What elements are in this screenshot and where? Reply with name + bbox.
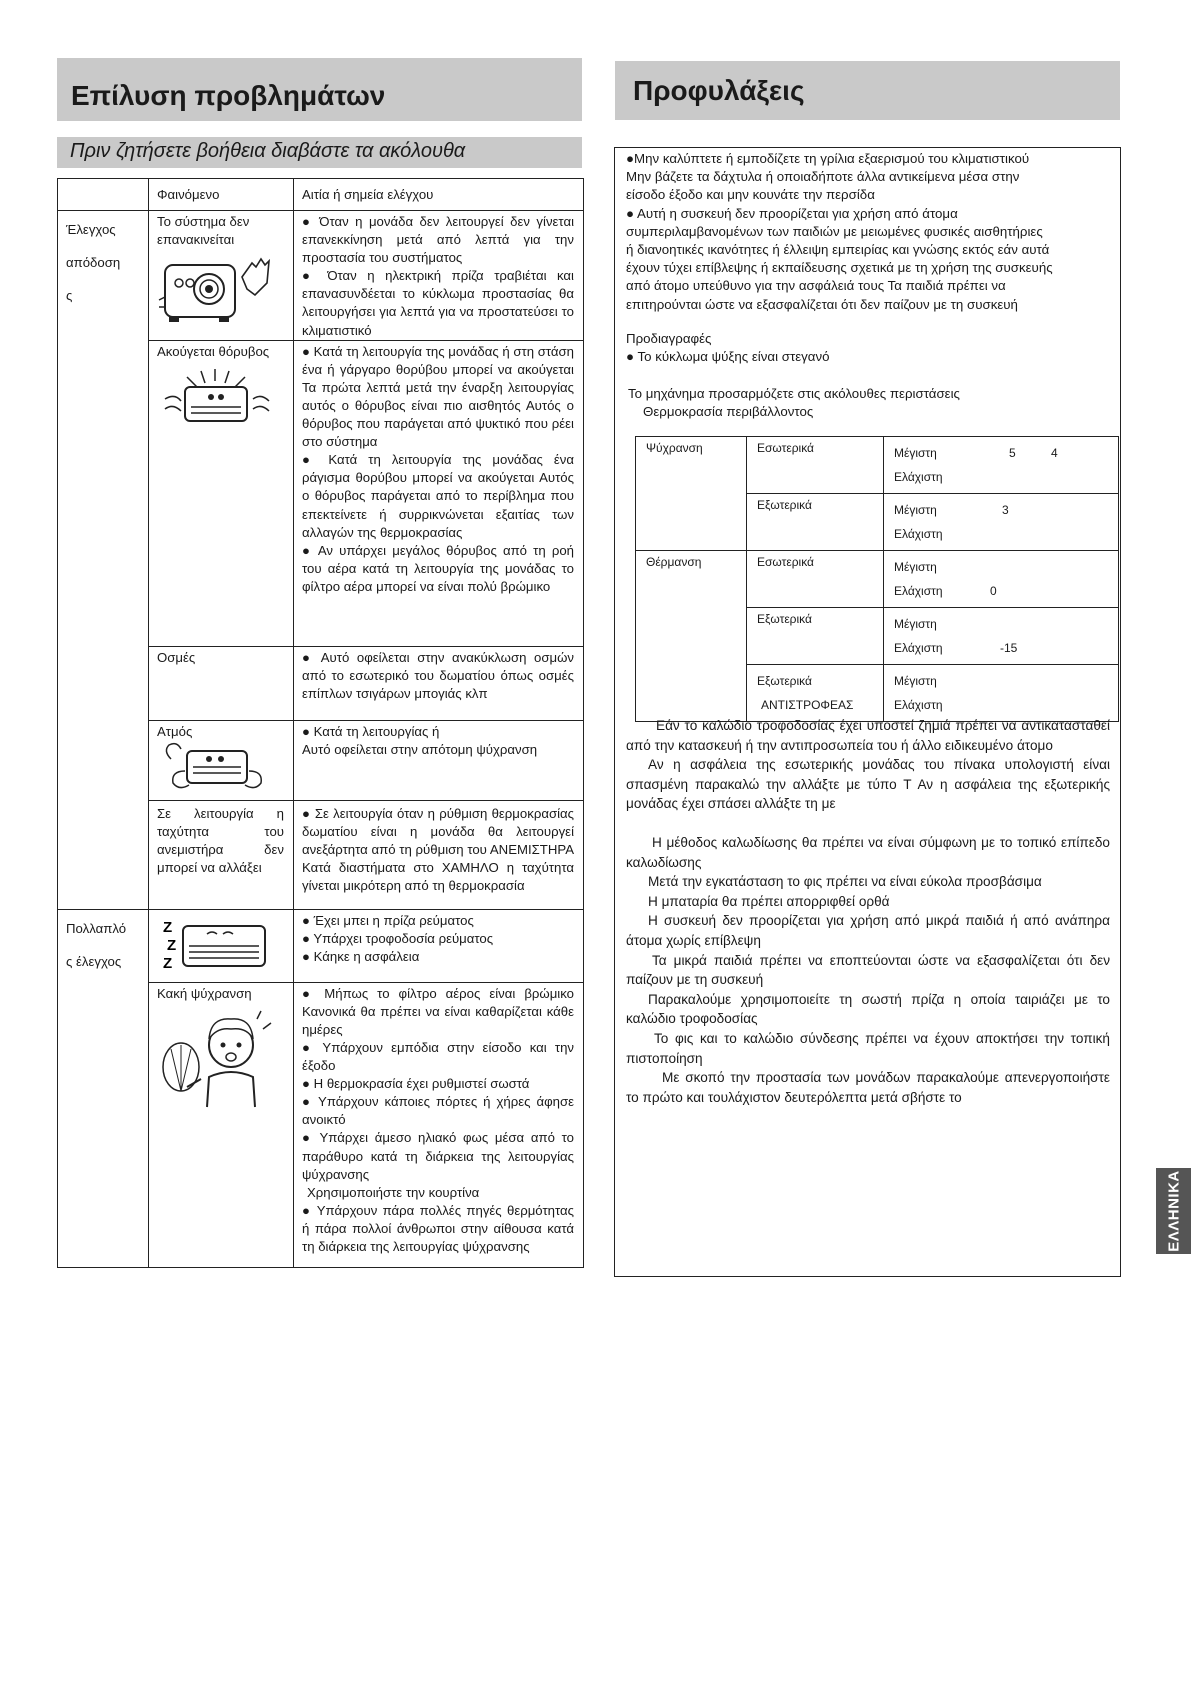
max-label: Μέγιστη: [894, 617, 937, 631]
cause-line: ● Η θερμοκρασία έχει ρυθμιστεί σωστά: [302, 1076, 530, 1092]
precautions-box: [614, 147, 1121, 1277]
note-paragraph: Τα μικρά παιδιά πρέπει να εποπτεύονται ώστε να εξασφαλίζεται ότι δεν παίζουν με τη συσκευή: [626, 952, 1110, 988]
table-header-empty: [58, 179, 149, 211]
adapt-line: Το μηχάνημα προσαρμόζετε στις ακόλουθες περιστάσεις: [628, 386, 960, 401]
subheader-text: Πριν ζητήσετε βοήθεια διαβάστε τα ακόλουθα: [70, 140, 466, 162]
precaution-line: είσοδο έξοδο και μην κουνάτε την περσίδα: [626, 187, 875, 203]
cause-line: ● Υπάρχει άμεσο ηλιακό φως μέσα από το παράθυρο κατά τη διάρκεια της λειτουργίας ψύχρανσης: [302, 1130, 574, 1182]
precaution-line: ή διανοητικές ικανότητες ή έλλειψη εμπειρίας και γνώσης εκτός εάν αυτά: [626, 242, 1050, 258]
spec-values: [884, 551, 1119, 608]
cause-line: ● Κατά τη λειτουργία της μονάδας ή στη στάση ένα ή γάργαρο θορύβου μπορεί να ακούγεται Τα πρώτα λεπτά μετά την έναρξη λειτουργίας αυτός ο θόρυβος είναι πιο αισθητός Αυτός ο θόρυβος που παράγεται από ψυκτικό που ρέει στο σύστημα: [302, 343, 574, 450]
troubleshooting-title: Επίλυση προβλημάτων: [71, 80, 386, 111]
cat-line: απόδοση: [66, 255, 121, 270]
max-label: Μέγιστη: [894, 503, 937, 517]
subheader-bar: [57, 137, 582, 168]
cause-cell: [294, 646, 584, 720]
cause-line: ● Έχει μπει η πρίζα ρεύματος: [302, 912, 474, 928]
precautions-text: [626, 150, 1110, 314]
max-label: Μέγιστη: [894, 674, 937, 688]
precaution-line: Μην βάζετε τα δάχτυλα ή οποιαδήποτε άλλα αντικείμενα μέσα στην: [626, 169, 1020, 185]
cause-line: ● Υπάρχουν πάρα πολλές πηγές θερμότητας ή πάρα πολλοί άνθρωποι στην αίθουσα κατά τη διάρκεια της λειτουργίας ψύχρανσης: [302, 1202, 574, 1254]
ambient-temp-label: Θερμοκρασία περιβάλλοντος: [643, 404, 814, 419]
svg-text:Z: Z: [167, 936, 177, 954]
value: -15: [1000, 641, 1018, 655]
language-tab: [1156, 1168, 1191, 1254]
unit-stop-illustration: [157, 255, 277, 323]
cause-line: ● Όταν η μονάδα δεν λειτουργεί δεν γίνεται επανεκκίνηση μετά από λεπτά για την προστασία του συστήματος: [302, 214, 574, 266]
cause-line: ● Αν υπάρχει μεγάλος θόρυβος από τη ροή του αέρα κατά τη λειτουργία της μονάδας το φίλτρο αέρα μπορεί να είναι πολύ βρώμικο: [302, 542, 574, 594]
spec-cooling: Ψύχρανση: [636, 437, 747, 551]
cause-line: ● Αυτό οφείλεται στην ανακύκλωση οσμών από το εσωτερικό του δωματίου όπως οσμές επίπλων τσιγάρων μπογιάς κλπ: [302, 649, 574, 701]
cause-line: ● Σε λειτουργία όταν η ρύθμιση θερμοκρασίας δωματίου είναι η μονάδα θα λειτουργεί ανεξάρτητα από τη ρύθμιση του ΑΝΕΜΙΣΤΗΡΑ Κατά διαστήματα στο ΧΑΜΗΛΟ η ταχύτητα γίνεται μικρότερη από τη θερμοκρασία: [302, 805, 574, 894]
min-label: Ελάχιστη: [894, 527, 943, 541]
table-row: [149, 982, 294, 1267]
svg-text:Z: Z: [163, 918, 173, 936]
cause-cell: [294, 720, 584, 800]
spec-outdoor: Εξωτερικά: [747, 494, 884, 551]
cause-cell: [294, 211, 584, 341]
cause-line: ● Κάηκε η ασφάλεια: [302, 948, 420, 964]
sleeping-unit-illustration: [157, 912, 277, 976]
precaution-line: ● Αυτή η συσκευή δεν προορίζεται για χρήση από άτομα: [626, 205, 958, 221]
category-multi-check: [58, 909, 149, 1267]
cat-line: Έλεγχος: [66, 222, 116, 237]
language-tab-label: ΕΛΛΗΝΙΚΑ: [1165, 1170, 1182, 1252]
specs-title: Προδιαγραφές: [626, 331, 712, 346]
specs-line: ● Το κύκλωμα ψύξης είναι στεγανό: [626, 349, 830, 364]
note-paragraph: Εάν το καλώδιο τροφοδοσίας έχει υποστεί ζημιά πρέπει να αντικατασταθεί από την κατασκευή ή την αντιπροσωπεία του ή άλλο ειδικευμένο άτομο: [626, 718, 1110, 753]
phenomenon-text: Το σύστημα δεν επανακινείται: [157, 214, 250, 248]
phenomenon-text: Οσμές: [149, 646, 294, 720]
cat-line: ς: [66, 288, 73, 303]
cause-cell: [294, 909, 584, 982]
cause-line: ● Μήπως το φίλτρο αέρος είναι βρώμικο Κανονικά θα πρέπει να είναι καθαρίζεται κάθε ημέρες: [302, 985, 574, 1037]
table-row: [149, 720, 294, 800]
category-performance: [58, 211, 149, 910]
cause-line: Αυτό οφείλεται στην απότομη ψύχρανση: [302, 741, 538, 757]
precaution-line: έχουν τύχει επίβλεψης ή εκπαίδευσης σχετικά με τη χρήση της συσκευής: [626, 260, 1053, 276]
spec-values: [884, 437, 1119, 494]
max-label: Μέγιστη: [894, 446, 937, 460]
value: 0: [990, 584, 997, 598]
note-paragraph: Η συσκευή δεν προορίζεται για χρήση από μικρά παιδιά ή από ανάπηρα άτομα χωρίς επίβλεψη: [626, 913, 1110, 948]
spec-values: [884, 665, 1119, 722]
cause-cell: [294, 800, 584, 909]
phenomenon-text: Ακούγεται θόρυβος: [157, 343, 270, 359]
precaution-line: ●Μην καλύπτετε ή εμποδίζετε τη γρίλια εξαερισμού του κλιματιστικού: [626, 151, 1030, 166]
steam-illustration: [157, 741, 277, 791]
precautions-title: Προφυλάξεις: [633, 75, 805, 106]
note-paragraph: Με σκοπό την προστασία των μονάδων παρακαλούμε απενεργοποιήστε το πρώτο και τουλάχιστον δευτερόλεπτα μετά σβήστε το: [626, 1070, 1110, 1105]
note-paragraph: Η μπαταρία θα πρέπει απορριφθεί ορθά: [648, 893, 890, 909]
table-row: [149, 211, 294, 341]
max-label: Μέγιστη: [894, 560, 937, 574]
col-header-phenomenon: Φαινόμενο: [149, 179, 294, 211]
spec-table: [635, 436, 1119, 722]
value: 4: [1051, 446, 1058, 460]
value: 3: [1002, 503, 1009, 517]
spec-values: [884, 494, 1119, 551]
cause-cell: [294, 340, 584, 646]
note-paragraph: Παρακαλούμε χρησιμοποιείτε τη σωστή πρίζα η οποία ταιριάζει με το καλώδιο τροφοδοσίας: [626, 991, 1110, 1027]
precautions-header: [615, 61, 1120, 120]
note-paragraph: Η μέθοδος καλωδίωσης θα πρέπει να είναι σύμφωνη με το τοπικό επίπεδο καλωδίωσης: [626, 834, 1110, 870]
troubleshooting-table: [57, 178, 584, 1268]
cause-line: ● Υπάρχει τροφοδοσία ρεύματος: [302, 930, 494, 946]
notes-text: [626, 716, 1110, 1107]
spec-indoor: Εσωτερικά: [747, 437, 884, 494]
phenomenon-text: Σε λειτουργία η ταχύτητα του ανεμιστήρα δεν μπορεί να αλλάξει: [149, 800, 294, 909]
cat-line: ς έλεγχος: [66, 953, 122, 969]
troubleshooting-header: [57, 58, 582, 121]
svg-text:Z: Z: [163, 954, 173, 972]
phenomenon-text: Ατμός: [157, 723, 193, 739]
cause-line: ● Υπάρχουν κάποιες πόρτες ή χήρες άφησε ανοικτό: [302, 1094, 574, 1128]
min-label: Ελάχιστη: [894, 698, 943, 712]
value: 5: [1009, 446, 1016, 460]
cat-line: Πολλαπλό: [66, 920, 127, 936]
precaution-line: από άτομο υπεύθυνο για την ασφάλειά τους Τα παιδιά πρέπει να: [626, 278, 1006, 294]
spec-outdoor-inverter: [747, 665, 884, 722]
blank-line: [626, 814, 1110, 833]
min-label: Ελάχιστη: [894, 470, 943, 484]
min-label: Ελάχιστη: [894, 641, 943, 655]
spec-values: [884, 608, 1119, 665]
cause-line: ● Όταν η ηλεκτρική πρίζα τραβιέται και επανασυνδέεται το κύκλωμα προστασίας θα λειτουργήσει για λεπτά για να προστατεύσει το κλιματιστικό: [302, 268, 574, 338]
spec-outdoor: Εξωτερικά: [747, 608, 884, 665]
min-label: Ελάχιστη: [894, 584, 943, 598]
note-paragraph: Μετά την εγκατάσταση το φις πρέπει να είναι εύκολα προσβάσιμα: [648, 874, 1042, 890]
spec-heating: Θέρμανση: [636, 551, 747, 722]
cause-cell: [294, 982, 584, 1267]
note-paragraph: Αν η ασφάλεια της εσωτερικής μονάδας του πίνακα υπολογιστή είναι σπασμένη παρακαλώ την αλλάξτε με τύπο Τ Αν η ασφάλεια της εξωτερικής μονάδας έχει σπάσει αλλάξτε τη με: [626, 757, 1110, 812]
hot-person-illustration: [157, 1009, 277, 1109]
cause-line: Χρησιμοποιήστε την κουρτίνα: [307, 1184, 480, 1200]
cause-line: ● Υπάρχουν εμπόδια στην είσοδο και την έξοδο: [302, 1039, 574, 1074]
phenomenon-text: Κακή ψύχρανση: [157, 985, 252, 1001]
cause-line: ● Κατά τη λειτουργία της μονάδας ένα ράγισμα θορύβου μπορεί να ακούγεται Αυτός ο θόρυβος παράγεται από το περίβλημα που επεκτείνετε ή συρρικνώνεται εξαιτίας των αλλαγών της θερμοκρασίας: [302, 452, 574, 540]
table-row: [149, 340, 294, 646]
spec-inverter: ΑΝΤΙΣΤΡΟΦΕΑΣ: [761, 698, 854, 712]
spec-outdoor: Εξωτερικά: [757, 674, 812, 688]
table-row: [149, 909, 294, 982]
precaution-line: επιτηρούνται ώστε να εξασφαλίζεται ότι δεν παίζουν με τη συσκευή: [626, 296, 1018, 312]
col-header-cause: Αιτία ή σημεία ελέγχου: [294, 179, 584, 211]
spec-indoor: Εσωτερικά: [747, 551, 884, 608]
cause-line: ● Κατά τη λειτουργίας ή: [302, 723, 440, 739]
note-paragraph: Το φις και το καλώδιο σύνδεσης πρέπει να έχουν αποκτήσει την τοπική πιστοποίηση: [626, 1030, 1110, 1066]
precaution-line: συμπεριλαμβανομένων των παιδιών με μειωμένες φυσικές αισθητήριες: [626, 223, 1043, 239]
noise-illustration: [157, 367, 277, 429]
